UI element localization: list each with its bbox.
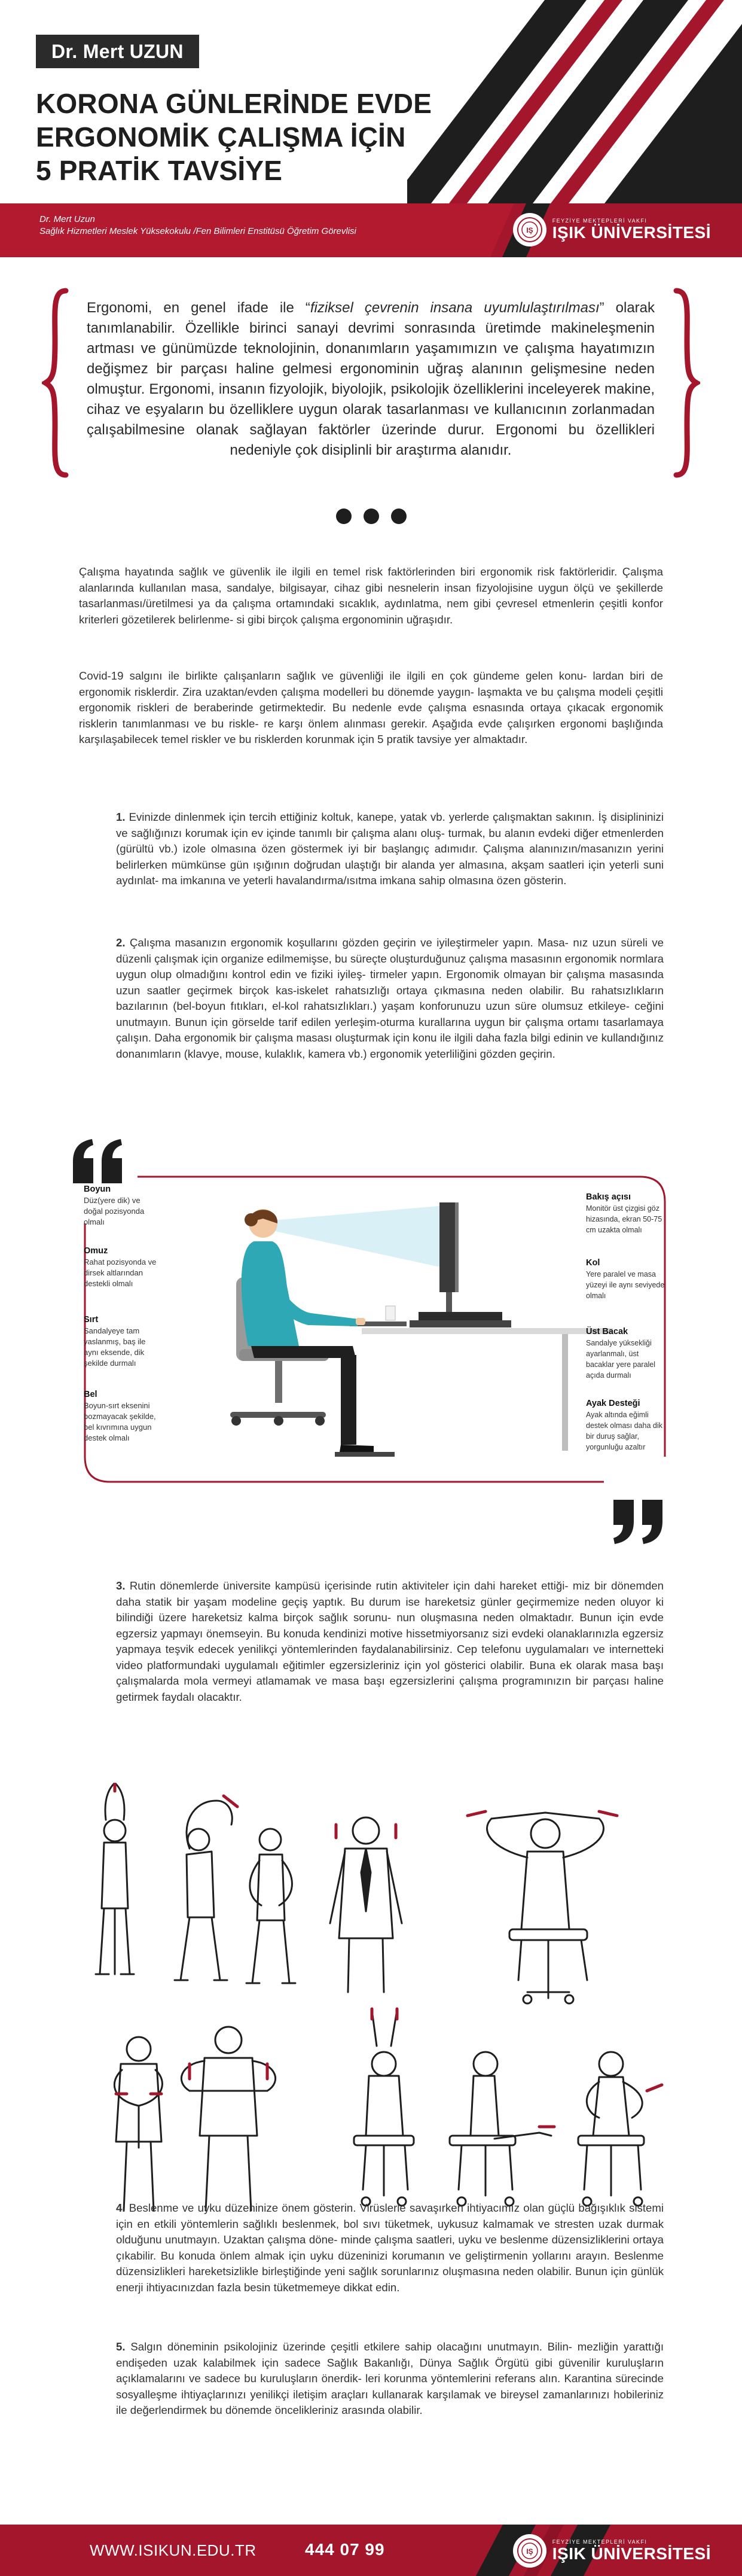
- label-lower-back: [84, 1390, 156, 1442]
- svg-text:yorgunluğu azaltır: yorgunluğu azaltır: [586, 1443, 646, 1451]
- svg-text:Bel: Bel: [84, 1390, 97, 1399]
- svg-text:Monitör üst çizgisi göz: Monitör üst çizgisi göz: [586, 1204, 659, 1213]
- svg-text:dirsek altlarından: dirsek altlarından: [84, 1268, 143, 1277]
- svg-text:Sandalye yüksekliği: Sandalye yüksekliği: [586, 1339, 652, 1347]
- ergonomic-posture-figure: [84, 1176, 667, 1484]
- divider-dot: [336, 508, 352, 524]
- label-upper-leg: [586, 1326, 655, 1380]
- svg-text:destek olması daha dik: destek olması daha dik: [586, 1421, 662, 1430]
- byline: [39, 214, 356, 237]
- exercise-seated-leg-stretch: [450, 2052, 554, 2206]
- tip-2-text: Çalışma masanızın ergonomik koşullarını gözden geçirin ve iyileştirmeler yapın. Masa- nız uzun süreli ve düzenli çalışmak için organize edilmemişse, bu süreçte oluşturduğunuz çalışma masasının ergonomik normlara uygun olup olmadığını kontrol edin ve fiziki iyileş- tirmeler yapın. Ergonomik olmayan bir çalışma masasında uzun saatler geçirmek birçok kas-iskelet rahatsızlığı ortaya çıkmasına neden olabilir. Bu rahatsızlıkların bazılarının (bel-boyun fıtıkları, el-kol rahatsızlıkları.) yaşam konforunuzu uzun süre olumsuz etkileye- ceğini unutmayın. Bunun için görselde tarif edilen yerleşim-oturma kurallarına uygun bir çalışma ortamı tasarlamaya çalışın. Daha ergonomik bir çalışma masası oluşturmak için konu ile ilgili daha fazla bilgi edinin ve kullandığınız donanımların (klavye, mouse, kulaklık, kamera vb.) ergonomik yeterliliğini gözden geçirin.: [116, 936, 664, 1060]
- svg-text:bacaklar yere paralel: bacaklar yere paralel: [586, 1360, 656, 1369]
- tip-1: [116, 809, 664, 889]
- right-brace-icon: [670, 287, 700, 479]
- university-seal-icon: [513, 2534, 546, 2568]
- exercise-shoulder-shrug: [330, 1817, 402, 1992]
- svg-text:IŞ: IŞ: [526, 226, 533, 235]
- phone-number[interactable]: 444 07 99: [305, 2540, 385, 2559]
- label-arm: [586, 1258, 664, 1300]
- intro-paragraph: Ergonomi, en genel ifade ile “fiziksel çevrenin insana uyumlulaştırılması” olarak tanımlanabilir. Özellikle birinci sanayi devrimi sonrasında üretimde makineleşmenin artması ve günümüzde teknolojinin, donanımların yaşamımızın ve çalışma hayatımızın değişmez bir parçası haline gelmesi ergonominin uğraş alanının gelişmesine neden olmuştur. Ergonomi, insanın fizyolojik, biyolojik, psikolojik özelliklerini inceleyerek makine, cihaz ve eşyaların bu özelliklere uygun olarak tasarlanması ve kullanıcının zorlanmadan çalışabilmesine olanak sağlayan faktörler üzerinde durur. Ergonomi bu özellikleri nedeniyle çok disiplinli bir araştırma alanıdır.: [87, 300, 655, 458]
- tip-5-text: Salgın döneminin psikolojiniz üzerinde çeşitli etkilere sahip olacağını unutmayın. Bilin- mezliğin yarattığı endişeden uzak kalabilmek için sadece Sağlık Bakanlığı, Dünya Sağlık Örgütü gibi güvenilir kuruluşların açıklamalarını ve sadece bu kuruluşların önerdik- leri korunma yöntemlerini referans alın. Karantina sürecinde sosyalleşme ihtiyaçlarınızı yenilikçi iletişim araçları kullanarak karşılamak ve bireysel zamanlarınızı hobileriniz ile değerlendirmek bu dönemde öncelikleriniz arasında olabilir.: [116, 2340, 664, 2416]
- tip-1-number: 1.: [116, 811, 126, 823]
- exercise-arm-behind-back: [246, 1829, 295, 1983]
- logo-university-text: IŞIK ÜNİVERSİTESİ: [552, 223, 711, 242]
- svg-text:bir duruş sağlar,: bir duruş sağlar,: [586, 1432, 639, 1441]
- svg-text:yüzeyi ile aynı seviyede: yüzeyi ile aynı seviyede: [586, 1281, 665, 1289]
- footer-university-logo[interactable]: [513, 2532, 711, 2570]
- tip-5-number: 5.: [116, 2340, 126, 2353]
- svg-text:cm uzakta olmalı: cm uzakta olmalı: [586, 1226, 642, 1234]
- svg-text:bozmayacak şekilde,: bozmayacak şekilde,: [84, 1412, 156, 1421]
- svg-text:destek olmalı: destek olmalı: [84, 1433, 130, 1442]
- svg-text:Üst Bacak: Üst Bacak: [586, 1327, 628, 1336]
- svg-text:olmalı: olmalı: [84, 1217, 105, 1226]
- exercise-seated-twist: [578, 2052, 662, 2206]
- page-footer: [0, 2525, 742, 2576]
- svg-text:olmalı: olmalı: [586, 1292, 606, 1300]
- svg-text:yaslanmış, baş ile: yaslanmış, baş ile: [84, 1337, 146, 1346]
- exercise-side-bend: [175, 1796, 237, 1980]
- intro-definition: fiziksel çevrenin insana uyumlulaştırılması: [310, 300, 600, 316]
- tip-4: [116, 2200, 664, 2295]
- exercise-seated-chest-stretch: [468, 1811, 617, 2003]
- byline-name: Dr. Mert Uzun: [39, 214, 95, 224]
- title-line-2: ERGONOMİK ÇALIŞMA İÇİN: [36, 121, 406, 153]
- tip-2-number: 2.: [116, 936, 126, 949]
- tip-1-text: Evinizde dinlenmek için tercih ettiğiniz koltuk, kanepe, yatak vb. yerlerde çalışmaktan sakının. İş disiplininizi ve sağlığınızı korumak için ev içinde tanımlı bir çalışma alanı oluş- turmak, bu alanın evdeki diğer etmenlerden (gürültü vb.) izole olmasına özen göstermek iyi bir başlangıç adımıdır. Çalışma alanınızın/masanızın yerini belirlerken mümkünse gün ışığının doğrudan ulaştığı bir alanda yer almasına, akşam saatleri için yeterli suni aydınlat- ma imkanına ve yeterli havalandırma/ısıtma imkana sahip olmasına özen gösterin.: [116, 811, 664, 887]
- title-line-3: 5 PRATİK TAVSİYE: [36, 155, 283, 186]
- exercise-neck-tilt: [114, 2037, 162, 2210]
- label-neck: [84, 1185, 145, 1226]
- svg-text:Bakış açısı: Bakış açısı: [586, 1192, 631, 1202]
- label-shoulder: [84, 1246, 156, 1288]
- page-title: [36, 87, 454, 187]
- footer-logo-foundation-text: FEYZİYE MEKTEPLERİ VAKFI: [552, 2539, 648, 2545]
- website-link[interactable]: WWW.ISIKUN.EDU.TR: [90, 2541, 257, 2559]
- label-foot-support: [586, 1399, 663, 1451]
- author-tag: Dr. Mert UZUN: [36, 35, 199, 68]
- body-paragraph-2: Covid-19 salgını ile birlikte çalışanların sağlık ve güvenliği ile ilgili en çok gündeme gelen konu- lardan biri de ergonomik risklerdir. Zira uzaktan/evden çalışma modelleri bu dönemde yaygın- laşmakta ve bu çalışma modeli çeşitli ergonomik riskleri de beraberinde getirmektedir. Bu nedenle evde çalışma esnasında ortaya çıkacak ergonomik risklerin tanımlanması ve bu riskle- re karşı önlem alınması gerekir. Aşağıda evde çalışırken ergonomi başlığında karşılaşabilecek temel riskler ve bu risklerden korunmak için 5 pratik tavsiye yer almaktadır.: [79, 669, 663, 745]
- tip-4-text: Beslenme ve uyku düzeninize önem gösterin. Virüslerle savaşırken ihtiyacımız olan güçlü bağışıklık sistemi için en etkili yöntemlerin sağlıklı beslenmek, bol sıvı tüketmek, uykusuz kalmamak ve stresten uzak durmak olduğunu unutmayın. Uzaktan çalışma döne- minde çalışma saatleri, uyku ve beslenme düzensizliklerini ortaya çıkabilir. Bu konuda önlem almak için uyku düzeninizi korumanın ve geliştirmenin yollarını arayın. Beslenme düzensizlikleri hareketsizlikle birleştiğinde yeni sağlık sorunlarınız oluşmasına neden olabilir. Bunun için günlük enerji ihtiyacınızdan fazla besin tüketmemeye dikkat edin.: [116, 2202, 664, 2294]
- svg-text:Yere paralel ve masa: Yere paralel ve masa: [586, 1270, 656, 1278]
- tip-2: [116, 935, 664, 1062]
- intro-block: [42, 287, 700, 485]
- label-back: [84, 1315, 145, 1368]
- tip-3-text: Rutin dönemlerde üniversite kampüsü içerisinde rutin aktiviteler için dahi hareket ettiği- miz bir dönemden daha statik bir yaşam modeline geçiş yaptık. Bu durum ise hareketsiz günler geçirmemize neden oluyor ki bilindiği üzere hareketsiz kalma birçok sağlık sorunu- nun oluşmasına neden olmaktadır. Bunun için evde egzersiz yapmayı önemseyin. Bu konuda kendinizi motive hissetmiyorsanız sizi evdeki olanaklarınızla egzersiz yapmaya teşvik edecek yenilikçi yöntemlerinden faydalanabilirsiniz. Cep telefonu uygulamaları ve internetteki video platformundaki uygulamalı eğitimler egzersizleriniz için yol gösterici olabilir. Buna ek olarak masa başı çalışmalarda mola vermeyi atlamamak ve masa başı egzersizlerini çalışma programınızın bir parçası haline getirmek faydalı olacaktır.: [116, 1579, 664, 1703]
- exercise-shoulder-cross: [181, 2027, 275, 2210]
- logo-foundation-text: FEYZİYE MEKTEPLERİ VAKFI: [552, 218, 648, 224]
- svg-text:Kol: Kol: [586, 1258, 600, 1268]
- svg-text:Sırt: Sırt: [84, 1315, 99, 1324]
- byline-affiliation: Sağlık Hizmetleri Meslek Yüksekokulu /Fen Bilimleri Enstitüsü Öğretim Görevlisi: [39, 226, 356, 236]
- svg-text:şekilde durmalı: şekilde durmalı: [84, 1359, 136, 1368]
- title-line-1: KORONA GÜNLERİNDE EVDE: [36, 88, 432, 119]
- close-quote-icon: [610, 1499, 665, 1546]
- tip-5: [116, 2339, 664, 2419]
- tip-4-number: 4.: [116, 2202, 126, 2214]
- tip-3-number: 3.: [116, 1579, 126, 1592]
- svg-text:doğal pozisyonda: doğal pozisyonda: [84, 1207, 145, 1216]
- exercise-seated-arm-raise: [354, 2009, 414, 2206]
- svg-text:bel kıvrımına uygun: bel kıvrımına uygun: [84, 1423, 152, 1432]
- header-diagonal-stripes: [407, 0, 742, 203]
- divider-dot: [391, 508, 407, 524]
- label-viewing-angle: [586, 1192, 662, 1234]
- exercise-overhead-stretch: [96, 1783, 134, 1974]
- desk-exercises-illustration: [73, 1783, 671, 2213]
- svg-text:Boyun-sırt eksenini: Boyun-sırt eksenini: [84, 1401, 150, 1410]
- svg-text:Boyun: Boyun: [84, 1185, 111, 1194]
- svg-text:Ayak Desteği: Ayak Desteği: [586, 1399, 640, 1408]
- svg-text:Rahat pozisyonda ve: Rahat pozisyonda ve: [84, 1257, 157, 1266]
- divider-dot: [364, 508, 379, 524]
- svg-text:Ayak altında eğimli: Ayak altında eğimli: [586, 1411, 649, 1419]
- svg-text:Düz(yere dik) ve: Düz(yere dik) ve: [84, 1196, 141, 1205]
- svg-text:hizasında, ekran 50-75: hizasında, ekran 50-75: [586, 1215, 662, 1223]
- svg-text:açıda durmalı: açıda durmalı: [586, 1371, 631, 1380]
- page-header: [0, 0, 742, 257]
- svg-text:Sandalyeye tam: Sandalyeye tam: [84, 1326, 140, 1335]
- university-logo[interactable]: [513, 211, 711, 249]
- svg-text:ayarlanmalı, üst: ayarlanmalı, üst: [586, 1350, 639, 1358]
- university-seal-icon: [513, 213, 546, 246]
- svg-text:destekli olmalı: destekli olmalı: [84, 1279, 133, 1288]
- section-divider-dots: [0, 508, 742, 524]
- svg-text:aynı eksende, dik: aynı eksende, dik: [84, 1348, 145, 1357]
- svg-text:Omuz: Omuz: [84, 1246, 108, 1256]
- footer-logo-university-text: IŞIK ÜNİVERSİTESİ: [552, 2544, 711, 2563]
- body-paragraph-1: Çalışma hayatında sağlık ve güvenlik ile ilgili en temel risk faktörlerinden biri ergonomik risk faktörleridir. Çalışma alanlarında kullanılan masa, sandalye, bilgisayar, cihaz gibi nesnelerin insan fizyolojisine uygun ölçü ve şekillerde tasarlanması/üretilmesi ya da çalışma ortamındaki sıcaklık, aydınlatma, nem gibi çevresel etmenlerin çeşitli konfor kriterleri gözetilerek belirlenme- si gibi birçok çalışma ergonominin uğraşıdır.: [79, 565, 663, 626]
- left-brace-icon: [42, 287, 72, 479]
- tip-3: [116, 1578, 664, 1705]
- svg-text:IŞ: IŞ: [526, 2547, 533, 2556]
